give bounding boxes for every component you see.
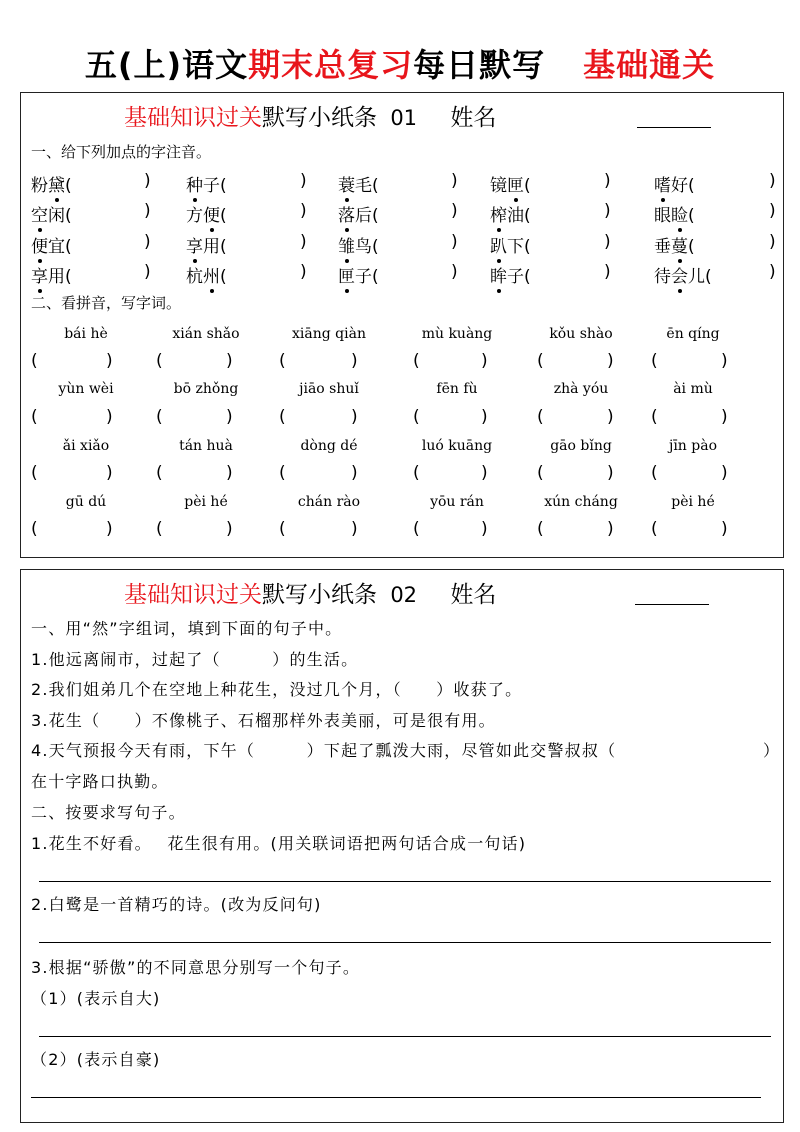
pinyin-label: mù kuàng	[421, 326, 493, 342]
answer-paren-open: (	[524, 176, 531, 196]
question-3-part1: （1）(表示自大)	[31, 989, 161, 1008]
phonetic-word	[31, 201, 72, 226]
answer-paren-open: (	[220, 176, 227, 196]
word-char: 杭	[186, 267, 203, 287]
answer-paren-close[interactable]: )	[300, 262, 307, 282]
answer-paren-open: (	[65, 267, 72, 287]
question-1: 1.花生不好看。 花生很有用。(用关联词语把两句话合成一句话)	[31, 834, 527, 853]
answer-paren-close[interactable]: )	[607, 407, 614, 427]
dotted-char: 嗜	[654, 171, 671, 196]
word-char: 鸟	[355, 237, 372, 257]
answer-paren-open[interactable]: (	[651, 407, 658, 427]
answer-paren-close[interactable]: )	[769, 171, 776, 191]
answer-paren-close[interactable]: )	[144, 262, 151, 282]
word-char: 闲	[48, 206, 65, 226]
answer-paren-close[interactable]: )	[300, 232, 307, 252]
answer-paren-open[interactable]: (	[413, 463, 420, 483]
phonetic-word	[490, 171, 531, 196]
answer-paren-close[interactable]: )	[144, 232, 151, 252]
dotted-char: 睑	[671, 201, 688, 226]
answer-paren-close[interactable]: )	[451, 232, 458, 252]
answer-paren-close[interactable]: )	[604, 232, 611, 252]
phonetic-word	[338, 262, 379, 287]
word-char: 镜	[490, 176, 507, 196]
word-char: 下	[507, 237, 524, 257]
answer-paren-close[interactable]: )	[451, 201, 458, 221]
title-part3: 每日默写	[413, 46, 546, 84]
answer-paren-close[interactable]: )	[604, 171, 611, 191]
phonetic-word	[338, 232, 379, 257]
answer-paren-close[interactable]: )	[481, 351, 488, 371]
pinyin-label: pèi hé	[184, 494, 228, 510]
answer-paren-open[interactable]: (	[279, 463, 286, 483]
word-char: 待	[654, 267, 671, 287]
answer-paren-close[interactable]: )	[451, 171, 458, 191]
slip1-name-field[interactable]	[637, 127, 711, 128]
word-char: 油	[507, 206, 524, 226]
slip1-section2-title: 二、看拼音，写字词。	[31, 294, 182, 312]
answer-paren-close[interactable]: )	[481, 407, 488, 427]
answer-paren-open: (	[524, 237, 531, 257]
answer-paren-close[interactable]: )	[226, 351, 233, 371]
answer-paren-open[interactable]: (	[537, 519, 544, 539]
phonetic-word	[31, 262, 72, 287]
dotted-char: 趴	[490, 232, 507, 257]
answer-paren-close[interactable]: )	[769, 201, 776, 221]
question-3-part2: （2）(表示自豪)	[31, 1050, 161, 1069]
slip2-header-black: 默写小纸条	[262, 582, 377, 608]
word-char: 宜	[48, 237, 65, 257]
sentence-4a: 4.天气预报今天有雨，下午（ ）下起了瓢泼大雨，尽管如此交警叔叔（	[31, 741, 617, 760]
word-char: 儿	[688, 267, 705, 287]
answer-line-3b[interactable]	[31, 1097, 761, 1098]
answer-paren-close[interactable]: )	[604, 262, 611, 282]
pinyin-label: dòng dé	[300, 438, 358, 454]
phonetic-word	[31, 232, 72, 257]
word-char: 用	[203, 237, 220, 257]
sentence-2: 2.我们姐弟几个在空地上种花生，没过几个月，（ ）收获了。	[31, 680, 523, 699]
answer-paren-open: (	[524, 206, 531, 226]
answer-paren-close[interactable]: )	[721, 407, 728, 427]
pinyin-label: yōu rán	[430, 494, 484, 510]
answer-paren-close[interactable]: )	[481, 519, 488, 539]
pinyin-label: pèi hé	[671, 494, 715, 510]
answer-line-1[interactable]	[39, 881, 771, 882]
answer-paren-open: (	[688, 206, 695, 226]
slip2-header-red: 基础知识过关	[124, 582, 262, 608]
answer-paren-open: (	[372, 206, 379, 226]
pinyin-label: xián shǎo	[172, 326, 240, 342]
answer-paren-open: (	[688, 237, 695, 257]
slip2-section2-title: 二、按要求写句子。	[31, 803, 186, 822]
title-part1: 五(上)语文	[84, 46, 249, 84]
answer-paren-close[interactable]: )	[351, 407, 358, 427]
question-3: 3.根据“骄傲”的不同意思分别写一个句子。	[31, 958, 361, 977]
answer-paren-open: (	[372, 176, 379, 196]
phonetic-word	[490, 232, 531, 257]
dotted-char: 空	[31, 201, 48, 226]
answer-paren-close[interactable]: )	[226, 463, 233, 483]
phonetic-word	[654, 262, 712, 287]
answer-paren-open[interactable]: (	[31, 463, 38, 483]
sentence-3: 3.花生（ ）不像桃子、石榴那样外表美丽，可是很有用。	[31, 711, 496, 730]
pinyin-label: gāo bǐng	[550, 438, 612, 454]
dotted-char: 落	[338, 201, 355, 226]
slip2-name-label: 姓名	[450, 582, 497, 608]
pinyin-label: gū dú	[65, 494, 107, 510]
answer-paren-open: (	[65, 237, 72, 257]
sentence-4c: 在十字路口执勤。	[31, 772, 169, 791]
answer-paren-close[interactable]: )	[351, 519, 358, 539]
answer-paren-open[interactable]: (	[537, 407, 544, 427]
slip2-number: 02	[390, 583, 418, 607]
word-char: 用	[48, 267, 65, 287]
answer-paren-open: (	[220, 267, 227, 287]
dotted-char: 会	[671, 262, 688, 287]
phonetic-word	[31, 171, 72, 196]
dotted-char: 种	[186, 171, 203, 196]
dotted-char: 享	[31, 262, 48, 287]
word-char: 子	[355, 267, 372, 287]
answer-paren-open[interactable]: (	[651, 463, 658, 483]
phonetic-word	[186, 171, 227, 196]
word-char: 方	[186, 206, 203, 226]
pinyin-label: zhà yóu	[553, 381, 609, 397]
phonetic-word	[186, 262, 227, 287]
word-char: 毛	[355, 176, 372, 196]
dotted-char: 蓑	[338, 171, 355, 196]
dotted-char: 黛	[48, 171, 65, 196]
slip1-header	[124, 99, 496, 132]
word-char: 好	[671, 176, 688, 196]
phonetic-word	[654, 201, 695, 226]
dotted-char: 匣	[507, 171, 524, 196]
title-part2: 期末总复习	[248, 46, 414, 84]
phonetic-word	[490, 262, 531, 287]
word-char: 粉	[31, 176, 48, 196]
answer-paren-open[interactable]: (	[651, 351, 658, 371]
pinyin-label: jiāo shuǐ	[299, 381, 359, 397]
answer-paren-open[interactable]: (	[279, 519, 286, 539]
pinyin-label: chán rào	[297, 494, 361, 510]
answer-paren-open[interactable]: (	[156, 519, 163, 539]
pinyin-label: bō zhǒng	[173, 381, 239, 397]
slip1-header-black: 默写小纸条	[262, 105, 377, 131]
dotted-char: 便	[203, 201, 220, 226]
answer-paren-open[interactable]: (	[537, 351, 544, 371]
slip-02	[20, 569, 784, 1123]
phonetic-word	[490, 201, 531, 226]
answer-paren-close[interactable]: )	[351, 351, 358, 371]
word-char: 子	[507, 267, 524, 287]
answer-paren-close[interactable]: )	[721, 351, 728, 371]
answer-paren-close[interactable]: )	[106, 351, 113, 371]
phonetic-word	[186, 232, 227, 257]
answer-paren-open: (	[65, 176, 72, 196]
answer-paren-open[interactable]: (	[31, 407, 38, 427]
slip2-section1-title: 一、用“然”字组词，填到下面的句子中。	[31, 619, 343, 638]
answer-paren-close[interactable]: )	[106, 407, 113, 427]
phonetic-word	[338, 171, 379, 196]
answer-paren-open: (	[372, 267, 379, 287]
pinyin-label: xún cháng	[544, 494, 618, 510]
answer-paren-open[interactable]: (	[413, 407, 420, 427]
answer-paren-open[interactable]: (	[31, 519, 38, 539]
pinyin-label: xiāng qiàn	[292, 326, 366, 342]
answer-line-3a[interactable]	[39, 1036, 771, 1037]
slip1-number: 01	[390, 106, 418, 130]
slip2-name-field[interactable]	[635, 604, 709, 605]
pinyin-label: tán huà	[179, 438, 233, 454]
dotted-char: 雏	[338, 232, 355, 257]
answer-paren-close[interactable]: )	[607, 463, 614, 483]
dotted-char: 蔓	[671, 232, 688, 257]
pinyin-label: jīn pào	[668, 438, 718, 454]
answer-paren-open: (	[372, 237, 379, 257]
answer-paren-close[interactable]: )	[607, 519, 614, 539]
answer-paren-close[interactable]: )	[604, 201, 611, 221]
answer-paren-close[interactable]: )	[481, 463, 488, 483]
word-char: 垂	[654, 237, 671, 257]
question-2: 2.白鹭是一首精巧的诗。(改为反问句)	[31, 895, 322, 914]
title-part4: 基础通关	[583, 46, 716, 84]
answer-paren-close[interactable]: )	[106, 463, 113, 483]
pinyin-label: ēn qíng	[666, 326, 720, 342]
slip1-section1-title: 一、给下列加点的字注音。	[31, 143, 212, 161]
answer-paren-close[interactable]: )	[607, 351, 614, 371]
page-title	[0, 40, 800, 86]
pinyin-label: kǒu shào	[549, 326, 613, 342]
answer-paren-open[interactable]: (	[156, 463, 163, 483]
answer-paren-close[interactable]: )	[300, 171, 307, 191]
answer-paren-open[interactable]: (	[279, 407, 286, 427]
answer-paren-close[interactable]: )	[144, 171, 151, 191]
answer-paren-open[interactable]: (	[156, 351, 163, 371]
phonetic-word	[654, 232, 695, 257]
answer-paren-open[interactable]: (	[651, 519, 658, 539]
answer-paren-close[interactable]: )	[769, 232, 776, 252]
dotted-char: 便	[31, 232, 48, 257]
answer-paren-open: (	[220, 237, 227, 257]
answer-paren-close[interactable]: )	[226, 519, 233, 539]
pinyin-label: fēn fù	[436, 381, 478, 397]
dotted-char: 享	[186, 232, 203, 257]
word-char: 眼	[654, 206, 671, 226]
pinyin-label: ài mù	[673, 381, 713, 397]
answer-paren-close[interactable]: )	[721, 519, 728, 539]
answer-line-2[interactable]	[39, 942, 771, 943]
answer-paren-close[interactable]: )	[144, 201, 151, 221]
answer-paren-open: (	[220, 206, 227, 226]
dotted-char: 州	[203, 262, 220, 287]
slip1-name-label: 姓名	[450, 105, 497, 131]
sentence-1: 1.他远离闹市，过起了（ ）的生活。	[31, 650, 359, 669]
word-char: 子	[203, 176, 220, 196]
word-char: 后	[355, 206, 372, 226]
answer-paren-close[interactable]: )	[451, 262, 458, 282]
answer-paren-open[interactable]: (	[279, 351, 286, 371]
answer-paren-close[interactable]: )	[721, 463, 728, 483]
dotted-char: 榨	[490, 201, 507, 226]
pinyin-label: yùn wèi	[58, 381, 114, 397]
answer-paren-close[interactable]: )	[351, 463, 358, 483]
sentence-4-close: ）	[763, 741, 781, 760]
answer-paren-open[interactable]: (	[156, 407, 163, 427]
phonetic-word	[186, 201, 227, 226]
slip2-header	[124, 576, 496, 609]
dotted-char: 匣	[338, 262, 355, 287]
pinyin-label: bái hè	[64, 326, 108, 342]
slip1-header-red: 基础知识过关	[124, 105, 262, 131]
pinyin-label: ǎi xiǎo	[62, 438, 110, 454]
answer-paren-open: (	[705, 267, 712, 287]
answer-paren-open[interactable]: (	[537, 463, 544, 483]
answer-paren-open: (	[524, 267, 531, 287]
answer-paren-close[interactable]: )	[769, 262, 776, 282]
phonetic-word	[338, 201, 379, 226]
phonetic-word	[654, 171, 695, 196]
pinyin-label: luó kuāng	[421, 438, 493, 454]
slip-01	[20, 92, 784, 558]
answer-paren-open[interactable]: (	[413, 519, 420, 539]
answer-paren-open[interactable]: (	[413, 351, 420, 371]
answer-paren-close[interactable]: )	[226, 407, 233, 427]
answer-paren-close[interactable]: )	[300, 201, 307, 221]
answer-paren-open: (	[65, 206, 72, 226]
answer-paren-close[interactable]: )	[106, 519, 113, 539]
dotted-char: 眸	[490, 262, 507, 287]
answer-paren-open: (	[688, 176, 695, 196]
answer-paren-open[interactable]: (	[31, 351, 38, 371]
